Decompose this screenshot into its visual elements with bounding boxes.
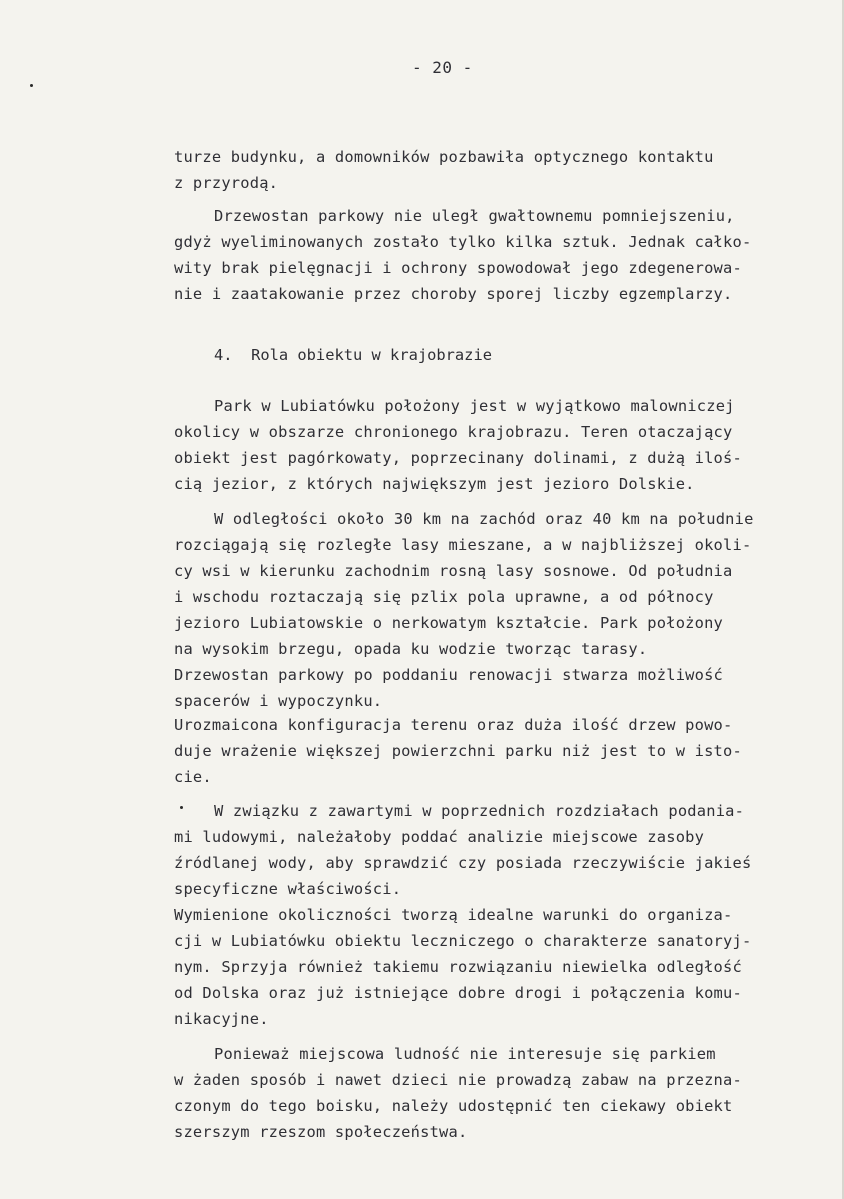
text-line: mi ludowymi, należałoby poddać analizie miejscowe zasoby	[174, 828, 705, 846]
margin-mark	[30, 84, 33, 87]
margin-mark	[180, 806, 183, 809]
text-line: W odległości około 30 km na zachód oraz 40 km na południe	[214, 510, 754, 528]
text-line: czonym do tego boisku, należy udostępnić ten ciekawy obiekt	[174, 1097, 733, 1115]
section-heading: 4. Rola obiektu w krajobrazie	[214, 346, 492, 364]
text-line: Wymienione okoliczności tworzą idealne warunki do organiza-	[174, 906, 733, 924]
text-line: specyficzne właściwości.	[174, 880, 402, 898]
text-line: na wysokim brzegu, opada ku wodzie tworząc tarasy.	[174, 640, 648, 658]
text-line: nikacyjne.	[174, 1010, 269, 1028]
text-line: źródlanej wody, aby sprawdzić czy posiada rzeczywiście jakieś	[174, 854, 752, 872]
text-line: Ponieważ miejscowa ludność nie interesuje się parkiem	[214, 1045, 716, 1063]
text-line: Urozmaicona konfiguracja terenu oraz duża ilość drzew powo-	[174, 716, 733, 734]
text-line: spacerów i wypoczynku.	[174, 692, 383, 710]
text-line: wity brak pielęgnacji i ochrony spowodował jego zdegenerowa-	[174, 259, 742, 277]
text-line: szerszym rzeszom społeczeństwa.	[174, 1123, 468, 1141]
text-line: cią jezior, z których największym jest jezioro Dolskie.	[174, 475, 695, 493]
text-line: W związku z zawartymi w poprzednich rozdziałach podania-	[214, 802, 745, 820]
text-line: duje wrażenie większej powierzchni parku niż jest to w isto-	[174, 742, 742, 760]
text-line: i wschodu roztaczają się pzlix pola uprawne, a od północy	[174, 588, 714, 606]
text-line: Drzewostan parkowy po poddaniu renowacji stwarza możliwość	[174, 666, 724, 684]
text-line: rozciągają się rozległe lasy mieszane, a w najbliższej okoli-	[174, 536, 752, 554]
text-line: nym. Sprzyja również takiemu rozwiązaniu niewielka odległość	[174, 958, 742, 976]
text-line: w żaden sposób i nawet dzieci nie prowadzą zabaw na przezna-	[174, 1071, 742, 1089]
text-line: gdyż wyeliminowanych zostało tylko kilka sztuk. Jednak całko-	[174, 233, 752, 251]
text-line: cie.	[174, 768, 212, 786]
page-number: - 20 -	[412, 58, 473, 77]
text-line: turze budynku, a domowników pozbawiła optycznego kontaktu	[174, 148, 714, 166]
text-line: okolicy w obszarze chronionego krajobrazu. Teren otaczający	[174, 423, 733, 441]
text-line: Drzewostan parkowy nie uległ gwałtownemu pomniejszeniu,	[214, 207, 735, 225]
text-line: jezioro Lubiatowskie o nerkowatym kształcie. Park położony	[174, 614, 724, 632]
text-line: Park w Lubiatówku położony jest w wyjątkowo malowniczej	[214, 397, 735, 415]
text-line: od Dolska oraz już istniejące dobre drogi i połączenia komu-	[174, 984, 742, 1002]
text-line: cji w Lubiatówku obiektu leczniczego o charakterze sanatoryj-	[174, 932, 752, 950]
text-line: nie i zaatakowanie przez choroby sporej liczby egzemplarzy.	[174, 285, 733, 303]
text-line: obiekt jest pagórkowaty, poprzecinany dolinami, z dużą iloś-	[174, 449, 742, 467]
text-line: cy wsi w kierunku zachodnim rosną lasy sosnowe. Od południa	[174, 562, 733, 580]
text-line: z przyrodą.	[174, 174, 279, 192]
